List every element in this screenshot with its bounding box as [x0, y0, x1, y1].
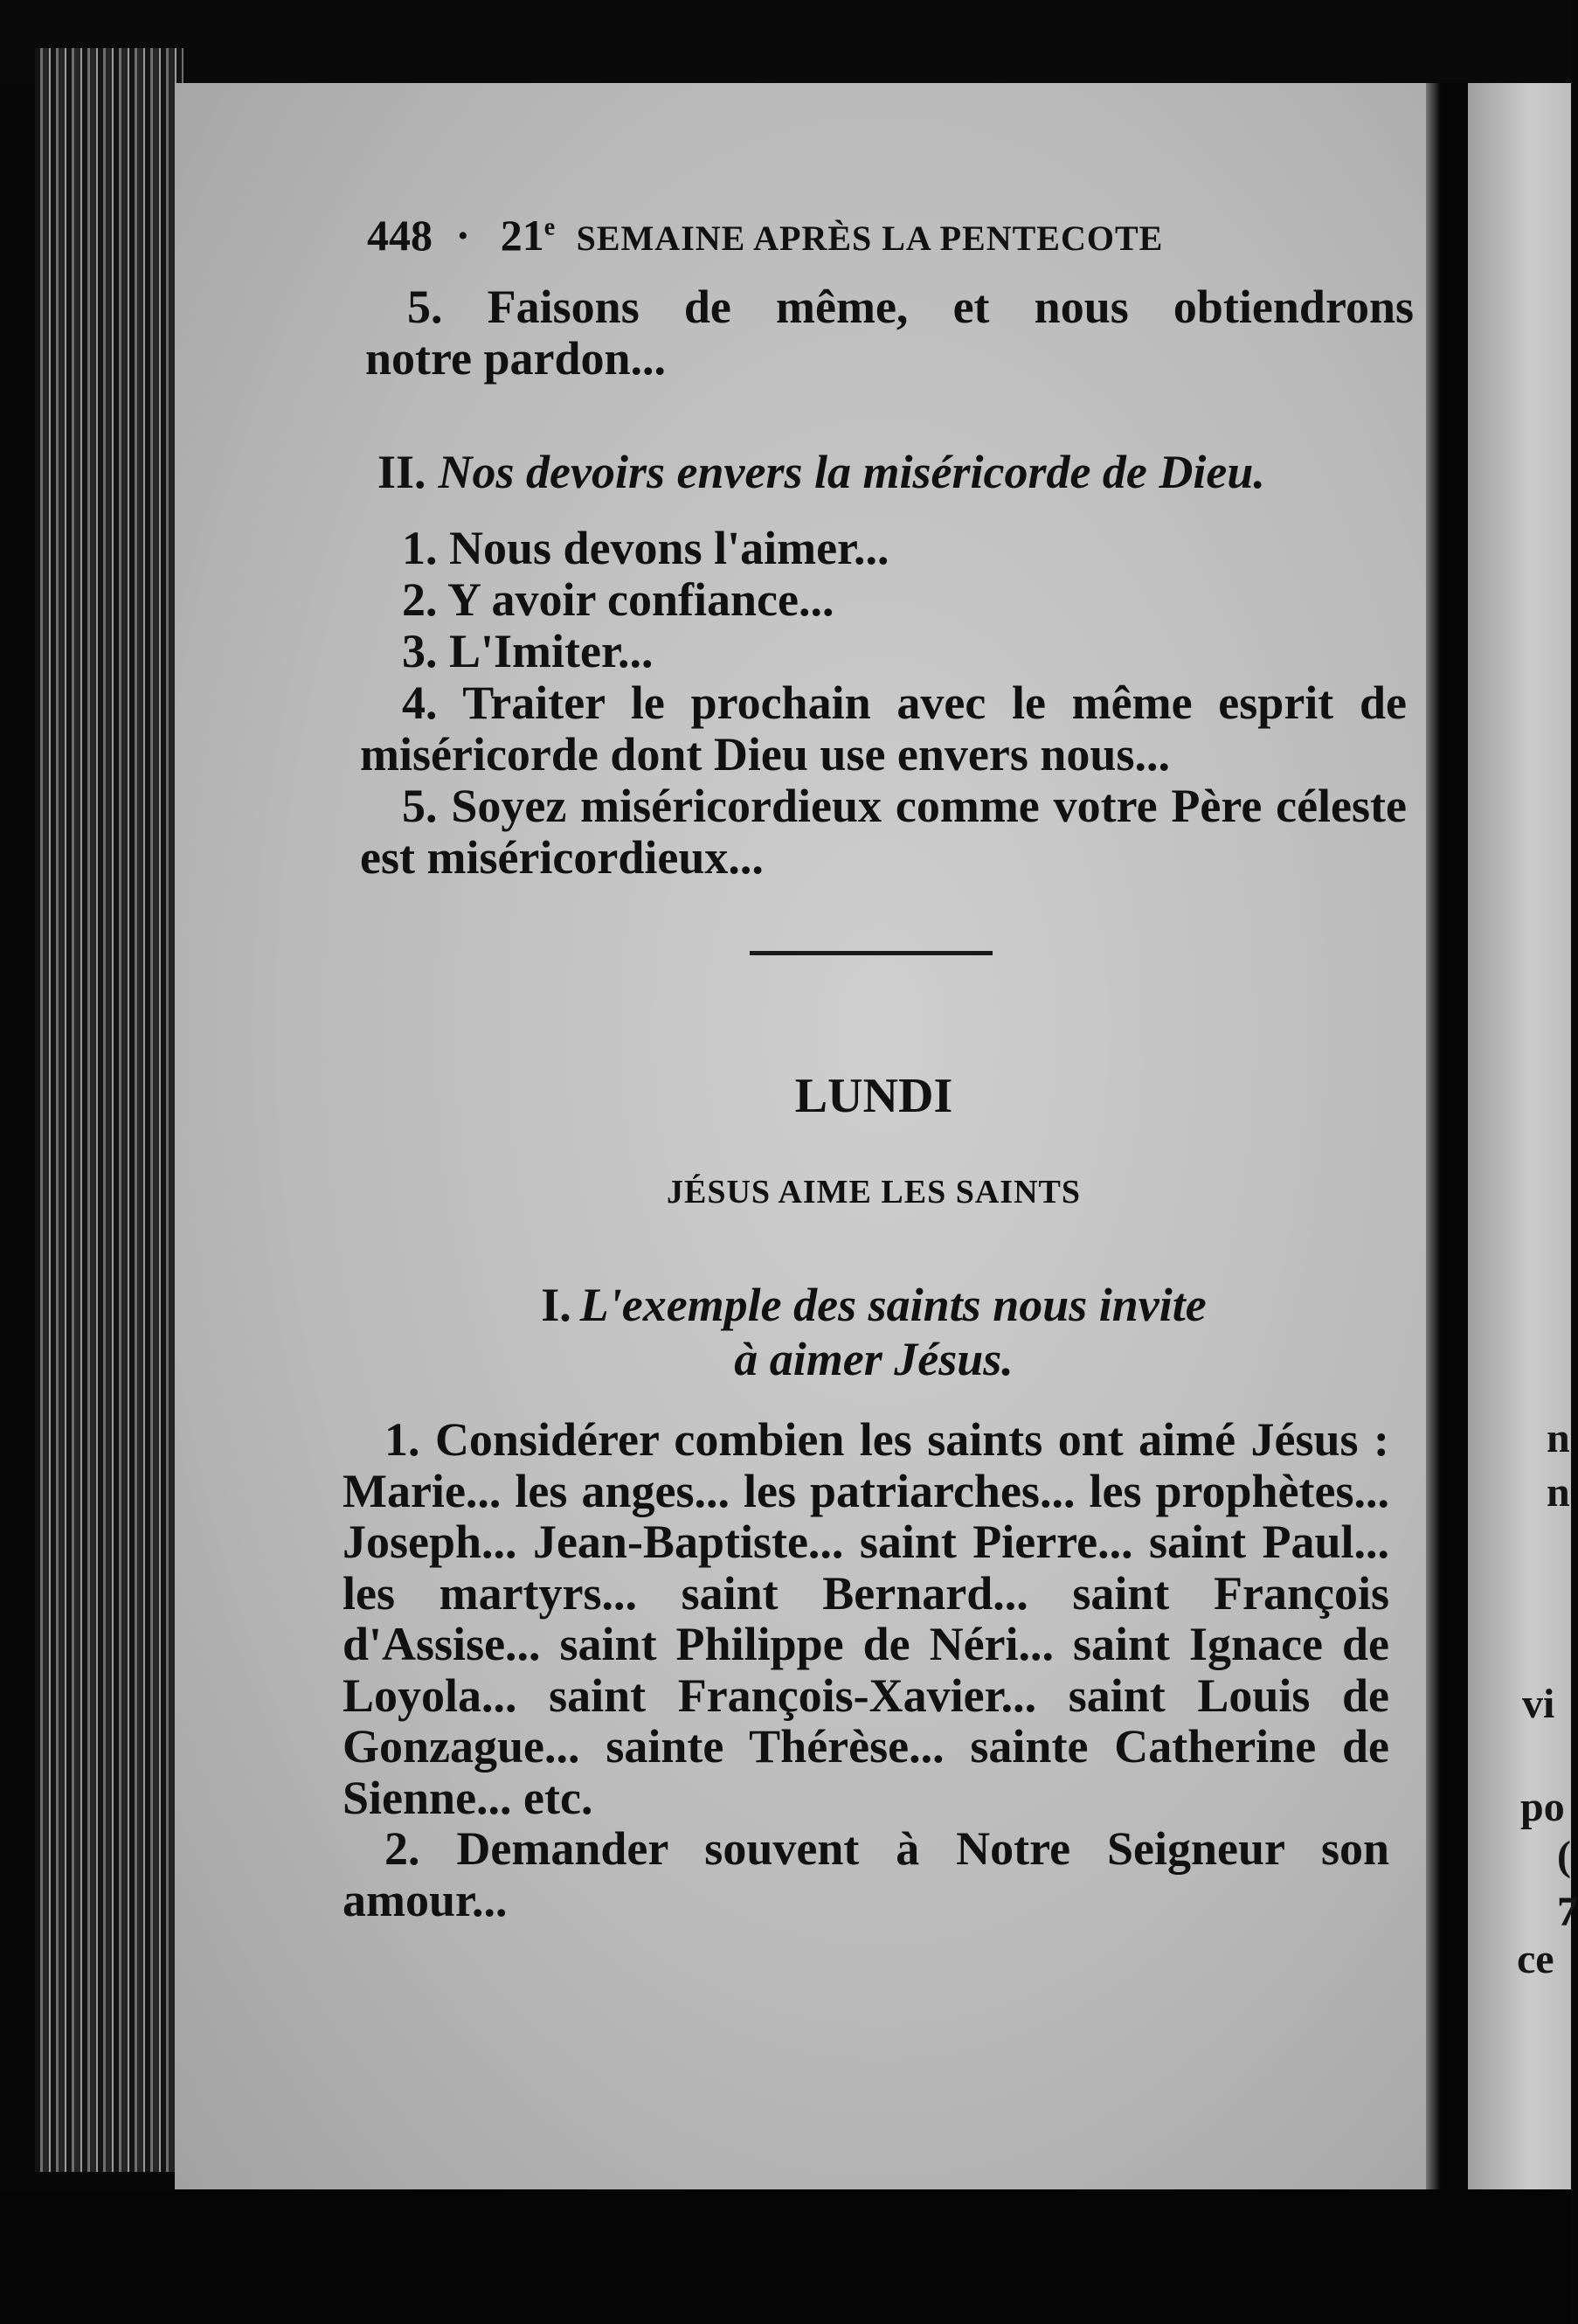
page-number: 448 [367, 211, 433, 260]
scan-border-bottom [0, 2189, 1571, 2324]
section-2-point: 5. Soyez miséricordieux comme votre Père céleste est miséricordieux... [360, 780, 1407, 884]
section-1-numeral: I. [541, 1279, 571, 1331]
week-ordinal: e [543, 213, 556, 241]
section-1-heading [437, 1278, 1311, 1386]
facing-page-fragment: ( [1557, 1833, 1571, 1879]
facing-page-fragment: n [1547, 1469, 1570, 1516]
facing-page-fragment: 7 [1557, 1889, 1578, 1935]
book-spine-edge [35, 48, 183, 2172]
section-2-point: 2. Y avoir confiance... [402, 573, 834, 626]
carryover-point [365, 281, 1414, 385]
section-2-title: Nos devoirs envers la miséricorde de Dieu. [438, 446, 1265, 498]
header-separator: · [455, 211, 471, 260]
section-2-numeral: II. [377, 446, 426, 498]
week-number: 21 [500, 211, 544, 260]
header-title: SEMAINE APRÈS LA PENTECOTE [576, 219, 1164, 258]
facing-page-fragment: vi [1522, 1681, 1555, 1727]
section-1-title-line-1 [437, 1278, 1311, 1332]
section-2-points [360, 523, 1407, 884]
section-1-title-line-2: à aimer Jésus. [734, 1333, 1014, 1385]
facing-page-fragment: n [1547, 1415, 1570, 1461]
section-2-point: 1. Nous devons l'aimer... [402, 522, 889, 574]
scan-border-top [0, 0, 1571, 83]
section-1-points [343, 1414, 1389, 1925]
section-2-point: 3. L'Imiter... [402, 625, 654, 677]
section-1-title-text: L'exemple des saints nous invite [579, 1279, 1207, 1331]
section-2-heading [377, 446, 1265, 498]
carryover-line-1: 5. Faisons de même, et nous obtiendrons [407, 281, 1414, 333]
section-2-point: 4. Traiter le prochain avec le même esprit de miséricorde dont Dieu use envers nous... [360, 676, 1407, 780]
day-subtitle: JÉSUS AIME LES SAINTS [666, 1174, 1081, 1211]
running-header [367, 210, 1363, 260]
facing-page-edge [1468, 83, 1571, 2189]
facing-page-fragment: po [1520, 1784, 1565, 1830]
section-1-point: 2. Demander souvent à Notre Seigneur son amour... [343, 1822, 1389, 1926]
page-gutter [1426, 83, 1468, 2189]
day-title: LUNDI [794, 1069, 953, 1123]
section-1-point: 1. Considérer combien les saints ont aimé Jésus : Marie... les anges... les patriarches... les prophètes... Joseph... Jean-Baptiste... saint Pierre... saint Paul... les martyrs... saint Bernard... saint François d'Assise... saint Philippe de Néri... saint Ignace de Loyola... saint François-Xavier... saint Louis de Gonzague... sainte Thérèse... sainte Catherine de Sienne... etc. [343, 1413, 1389, 1824]
carryover-line-2: notre pardon... [365, 332, 667, 385]
section-divider-rule [750, 951, 993, 955]
facing-page-fragment: ce [1517, 1936, 1554, 1982]
